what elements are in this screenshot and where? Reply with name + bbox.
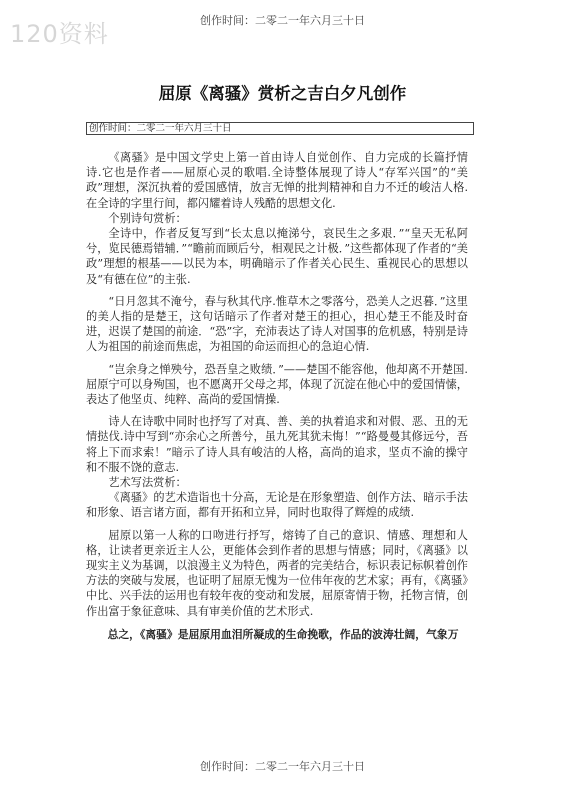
section-heading-verse-analysis: 个别诗句赏析： bbox=[108, 211, 187, 225]
page-header: 创作时间：二零二一年六月三十日 bbox=[200, 14, 365, 27]
section-heading-art-analysis: 艺术写法赏析： bbox=[108, 476, 187, 490]
paragraph-verse-3: “岂余身之惮殃兮，恐吾皇之败绩．”——楚国不能容他，他却离不开楚国.屈原宁可以身殉国，也不愿离开父母之邦，体现了沉淀在他心中的爱国情愫，表达了他坚贞、纯粹、高尚的爱国情操. bbox=[86, 362, 468, 407]
document-body bbox=[86, 150, 468, 642]
paragraph-verse-2: “日月忽其不淹兮，春与秋其代序.惟草木之零落兮，恐美人之迟暮．”这里的美人指的是楚王，这句话暗示了作者对楚王的担心，担心楚王不能及时奋进，迟误了楚国的前途．“恐”字，充沛表达了诗人对国事的危机感，特别是诗人为祖国的前途而焦虑，为祖国的命运而担心的急迫心情. bbox=[86, 294, 468, 354]
paragraph-art-2: 屈原以第一人称的口吻进行抒写，熔铸了自己的意识、情感、理想和人格，让读者更亲近主人公，更能体会到作者的思想与情感；同时，《离骚》以现实主义为基调，以浪漫主义为特色，两者的完美结合，标识表记标帜着创作方法的突破与发展，也证明了屈原无愧为一位伟年夜的艺术家；再有，《离骚》中比、兴手法的运用也有较年夜的变动和发展，屈原寄情于物，托物言情，创作出富于象征意味、具有审美价值的艺术形式. bbox=[86, 528, 468, 618]
page-footer: 创作时间：二零二一年六月三十日 bbox=[200, 760, 365, 773]
watermark-logo: 120资料 bbox=[10, 20, 109, 48]
paragraph-art-1: 《离骚》的艺术造诣也十分高，无论是在形象塑造、创作方法、暗示手法和形象、语言诸方面，都有开拓和立异，同时也取得了辉煌的成绩. bbox=[86, 491, 468, 520]
creation-time-box: 创作时间：二零二一年六月三十日 bbox=[86, 122, 474, 135]
paragraph-pursuit: 诗人在诗歌中同时也抒写了对真、善、美的执着追求和对假、恶、丑的无情挞伐.诗中写到“亦余心之所善兮，虽九死其犹未悔！”“路曼曼其修远兮，吾将上下而求索！”暗示了诗人具有峻洁的人格，高尚的追求，坚贞不渝的操守和不服不饶的意志. bbox=[86, 415, 468, 474]
document-title: 屈原《离骚》赏析之吉白夕凡创作 bbox=[158, 84, 407, 103]
paragraph-intro: 《离骚》是中国文学史上第一首由诗人自觉创作、自力完成的长篇抒情诗.它也是作者——屈原心灵的歌唱.全诗整体展现了诗人“存军兴国”的“美政”理想，深沉执着的爱国感情，放言无惮的批判精神和自力不迁的峻洁人格.在全诗的字里行间，都闪耀着诗人残酷的思想文化. bbox=[86, 151, 468, 210]
paragraph-conclusion: 总之，《离骚》是屈原用血泪所凝成的生命挽歌，作品的波涛壮阔，气象万 bbox=[107, 627, 459, 641]
paragraph-verse-1: 全诗中，作者反复写到“长太息以掩涕兮，哀民生之多艰．”“皇天无私阿兮，览民德焉错辅．”“瞻前而顾后兮，相观民之计极．”这些都体现了作者的“美政”理想的根基——以民为本，明确暗示了作者关心民生、重视民心的思想以及“有德在位”的主张. bbox=[86, 227, 468, 286]
